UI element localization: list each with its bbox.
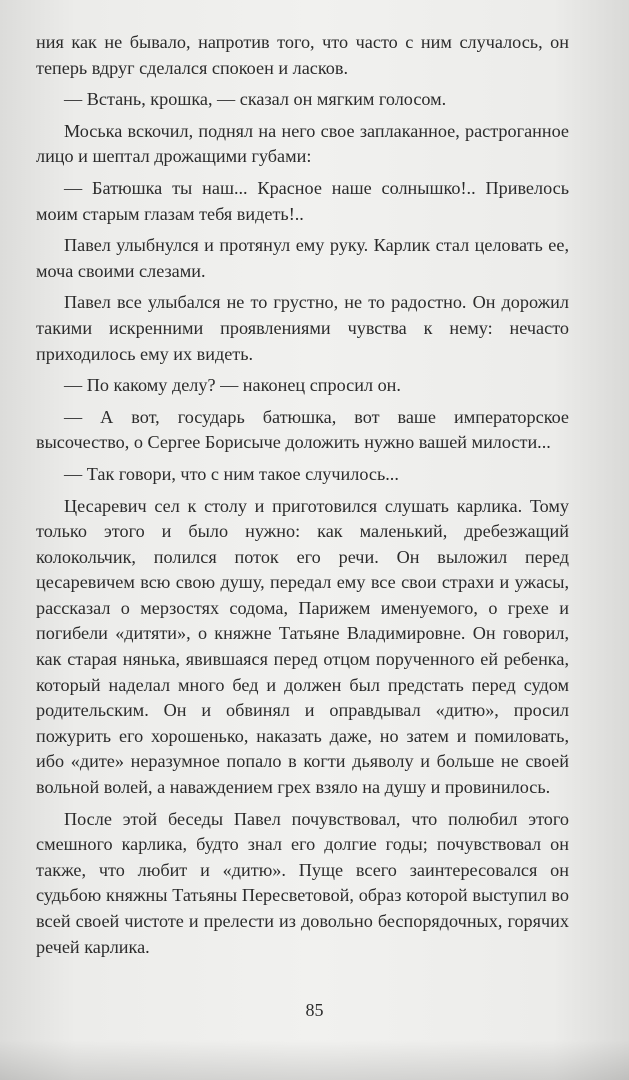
body-text: [36, 30, 569, 960]
paragraph: Моська вскочил, поднял на него свое заплаканное, растроганное лицо и шептал дрожащими губами:: [36, 120, 569, 167]
paragraph: — Батюшка ты наш... Красное наше солнышко!.. Привелось моим старым глазам тебя видеть!..: [36, 177, 569, 224]
paragraph: Цесаревич сел к столу и приготовился слушать карлика. Тому только этого и было нужно: как маленький, дребезжащий колокольчик, полился поток его речи. Он выложил перед цесаревичем всю свою душу, передал ему все свои страхи и ужасы, рассказал о мерзостях содома, Парижем именуемого, о грехе и погибели «дитяти», о княжне Татьяне Владимировне. Он говорил, как старая нянька, явившаяся перед отцом порученного ей ребенка, который наделал много бед и должен был предстать перед судом родительским. Он и обвинял и оправдывал «дитю», просил пожурить его хорошенько, наказать даже, но затем и помиловать, ибо «дите» неразумное попало в когти дьяволу и больше не своей вольной волей, а наваждением грех взяло на душу и провинилось.: [36, 495, 569, 798]
paragraph: — По какому делу? — наконец спросил он.: [64, 375, 401, 396]
paragraph: Павел улыбнулся и протянул ему руку. Карлик стал целовать ее, моча своими слезами.: [36, 235, 569, 281]
paragraph: Павел все улыбался не то грустно, не то радостно. Он дорожил такими искренними проявлениями чувства к нему: нечасто приходилось ему их видеть.: [36, 292, 569, 364]
paragraph: ния как не бывало, напротив того, что часто с ним случалось, он теперь вдруг сделался спокоен и ласков.: [36, 32, 569, 78]
paragraph: — Встань, крошка, — сказал он мягким голосом.: [64, 89, 447, 110]
paragraph: — Так говори, что с ним такое случилось...: [64, 463, 399, 484]
paragraph: — А вот, государь батюшка, вот ваше императорское высочество, о Сергее Борисыче доложить нужно вашей милости...: [36, 406, 569, 453]
paragraph: После этой беседы Павел почувствовал, что полюбил этого смешного карлика, будто знал его долгие годы; почувствовал он также, что любит и «дитю». Пуще всего заинтересовался он судьбою княжны Татьяны Пересветовой, образ которой выступил во всей своей чистоте и прелести из довольно беспорядочных, горячих речей карлика.: [36, 808, 569, 957]
page-number: 85: [305, 1000, 324, 1020]
